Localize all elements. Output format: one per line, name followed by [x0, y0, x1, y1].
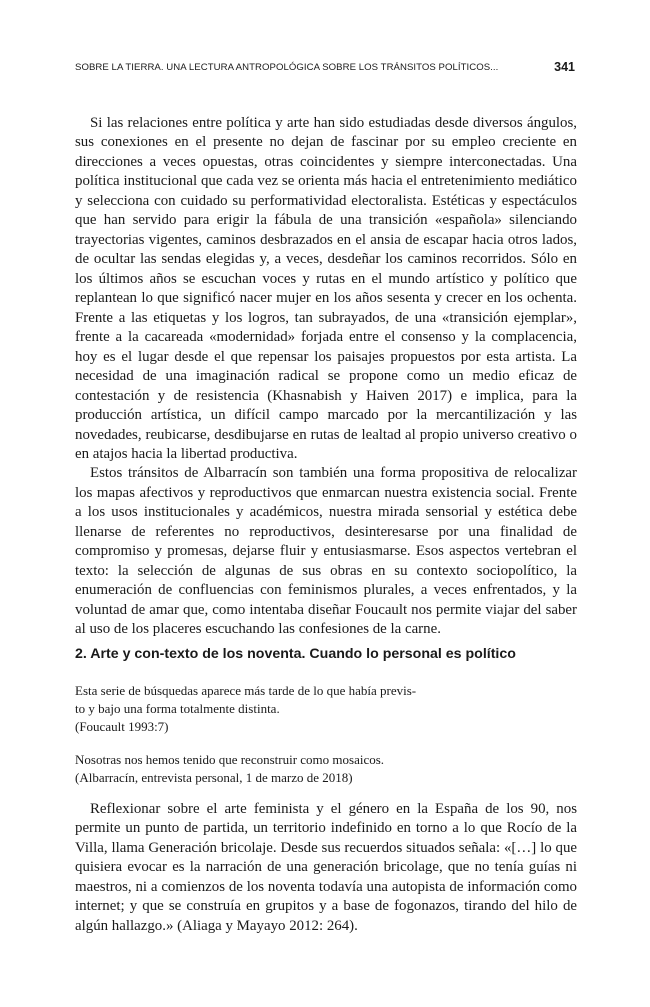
page-number: 341 — [554, 60, 575, 74]
section-heading: 2. Arte y con-texto de los noventa. Cuando lo personal es político — [75, 646, 516, 662]
epigraph-line: to y bajo una forma totalmente distinta. — [75, 701, 280, 717]
paragraph-2: Estos tránsitos de Albarracín son también una forma propositiva de relocalizar los mapas afectivos y reproductivos que enmarcan nuestra existencia social. Frente a los usos institucionales y académicos, nuestra mirada sensorial y estética debe llenarse de referentes no reproductivos, desinteresarse por una finalidad de compromiso y promesas, dejarse fluir y entusiasmarse. Esos aspectos vertebran el texto: la selección de algunas de sus obras en su contexto sociopolítico, la enumeración de confluencias con feminismos plurales, a veces enfrentados, y la voluntad de amar que, como intentaba diseñar Foucault nos permite viajar del saber al uso de los placeres escuchando las confesiones de la carne. — [75, 465, 577, 638]
epigraph-source: (Albarracín, entrevista personal, 1 de marzo de 2018) — [75, 770, 353, 786]
epigraph-albarracin — [75, 751, 505, 787]
body-text — [75, 114, 577, 640]
running-head-title: SOBRE LA TIERRA. UNA LECTURA ANTROPOLÓGICA SOBRE LOS TRÁNSITOS POLÍTICOS... — [75, 62, 499, 73]
paragraph-1: Si las relaciones entre política y arte han sido estudiadas desde diversos ángulos, sus conexiones en el presente no dejan de fascinar por su empleo creciente en direcciones a veces opuestas, otras coincidentes y siempre interconectadas. Una política institucional que cada vez se orienta más hacia el entretenimiento mediático y selecciona con cuidado su performatividad electoralista. Estéticas y espectáculos que han servido para erigir la fábula de una transición «española» silenciando trayectorias vigentes, caminos desbrazados en el ansia de escapar hacia otros lados, de ocultar las sendas elegidas y, a veces, desdeñar los caminos recorridos. Sólo en los últimos años se escuchan voces y rutas en el mundo artístico y político que replantean lo que significó nacer mujer en los años sesenta y crecer en los ochenta. Frente a las etiquetas y los logros, tan subrayados, de una «transición ejemplar», frente a la cacareada «modernidad» forjada entre el consenso y la complacencia, hoy es el lugar desde el que repensar los paisajes propuestos por esta artista. La necesidad de una imaginación radical se propone como un medio eficaz de contestación y de resistencia (Khasnabish y Haiven 2017) e implica, para la producción artística, un difícil campo marcado por la mercantilización y las novedades, reubicarse, desdibujarse en rutas de lealtad al propio universo creativo o en atajos hacia la libertad productiva. — [75, 115, 577, 462]
epigraph-line: Nosotras nos hemos tenido que reconstruir como mosaicos. — [75, 752, 385, 767]
running-head — [75, 60, 575, 78]
epigraph-source: (Foucault 1993:7) — [75, 719, 169, 735]
epigraph-foucault — [75, 682, 505, 737]
epigraph-line: Esta serie de búsquedas aparece más tarde de lo que había previs- — [75, 683, 417, 698]
body-text-continued — [75, 800, 577, 936]
paragraph-3: Reflexionar sobre el arte feminista y el género en la España de los 90, nos permite un punto de partida, un territorio indefinido en torno a lo que Rocío de la Villa, llama Generación bricolaje. Desde sus recuerdos situados señala: «[…] lo que quisiera evocar es la narración de una generación bricolage, que no tenía guías ni maestros, ni a comienzos de los noventa todavía una autopista de información como internet; y que se construía en grupitos y a base de fogonazos, tirando del hilo de algún hallazgo.» (Aliaga y Mayayo 2012: 264). — [75, 801, 577, 934]
